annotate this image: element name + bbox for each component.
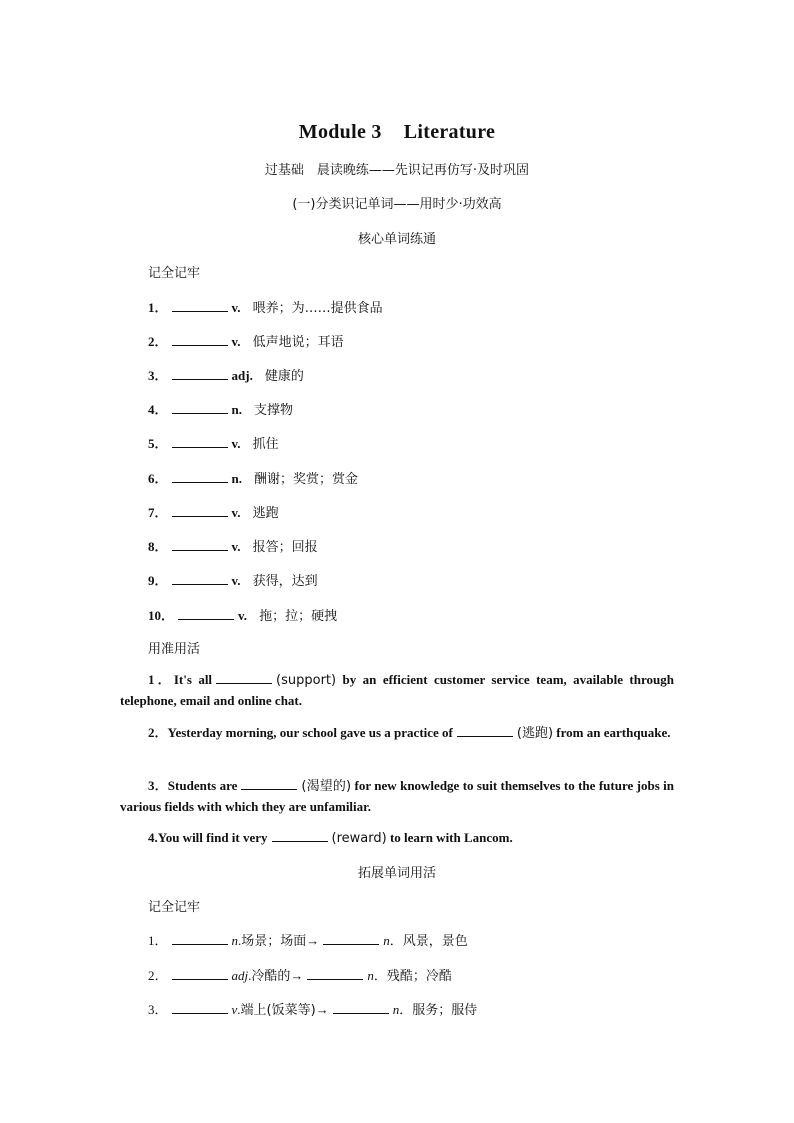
vocab-number: 7． (148, 505, 168, 520)
fill-sentence (120, 723, 674, 744)
vocab-number: 1． (148, 300, 168, 315)
vocab-meaning: 支撑物 (254, 403, 294, 418)
answer-blank[interactable] (333, 1001, 389, 1014)
answer-blank[interactable] (323, 932, 379, 945)
vocab-meaning: 健康的 (264, 369, 304, 384)
part-of-speech: n (392, 1002, 400, 1017)
sentence-hint: (support) (276, 673, 337, 688)
answer-blank[interactable] (241, 777, 297, 790)
vocab-number: 8． (148, 539, 168, 554)
vocab-number: 6． (148, 471, 168, 486)
vocab-number: 3． (148, 368, 168, 383)
answer-blank[interactable] (172, 367, 228, 380)
extend-meaning: 残酷；冷酷 (386, 969, 452, 984)
extend-item: 1． n.场景；场面→ n．风景，景色 (148, 933, 468, 949)
sentence-after: by an efficient customer service team, available through telephone, email and online chat. (120, 672, 674, 708)
vocab-meaning: 拖；拉；硬拽 (259, 609, 338, 624)
part-of-speech: v. (231, 334, 241, 349)
vocab-number: 10． (148, 608, 175, 623)
sentence-after: for new knowledge to suit themselves to the future jobs in various fields with which they are unfamiliar. (120, 778, 674, 814)
answer-blank[interactable] (172, 470, 228, 483)
part-of-speech: v. (231, 573, 241, 588)
part-of-speech: n (367, 968, 374, 983)
answer-blank[interactable] (216, 671, 272, 684)
vocab-number: 4． (148, 402, 168, 417)
vocab-item (148, 433, 279, 452)
sentence-number: 2． (148, 725, 168, 740)
sentence-number: 1． (148, 672, 174, 687)
vocab-meaning: 获得，达到 (252, 574, 318, 589)
sentence-number: 4. (148, 830, 158, 845)
answer-blank[interactable] (272, 829, 328, 842)
answer-blank[interactable] (457, 724, 513, 737)
extend-meaning: 服务；服侍 (412, 1003, 478, 1018)
extend-number: 3． (148, 1002, 168, 1017)
vocab-item (148, 605, 337, 624)
part-of-speech: v. (238, 608, 248, 623)
part-of-speech: v (231, 1002, 238, 1017)
part-of-speech: adj. (231, 368, 253, 383)
subtitle: 过基础 晨读晚练——先识记再仿写·及时巩固 (264, 163, 530, 178)
sentence-hint: (逃跑) (516, 726, 554, 741)
fill-sentence (120, 670, 674, 711)
answer-blank[interactable] (172, 1001, 228, 1014)
sentence-after: from an earthquake. (556, 725, 671, 740)
extend-meaning: 端上(饭菜等) (240, 1003, 316, 1018)
memorize-label-2: 记全记牢 (148, 900, 201, 915)
answer-blank[interactable] (172, 572, 228, 585)
vocab-item (148, 297, 383, 316)
vocab-item (148, 570, 318, 589)
arrow-icon: → (315, 1002, 329, 1017)
answer-blank[interactable] (307, 967, 363, 980)
vocab-meaning: 报答；回报 (252, 540, 318, 555)
answer-blank[interactable] (172, 401, 228, 414)
vocab-item (148, 468, 358, 487)
page-title (0, 121, 794, 144)
memorize-label: 记全记牢 (148, 266, 201, 281)
vocab-item (148, 536, 318, 555)
sentence-before: Yesterday morning, our school gave us a practice of (167, 725, 453, 740)
fill-sentence (120, 776, 674, 817)
vocab-item (148, 399, 293, 418)
answer-blank[interactable] (172, 435, 228, 448)
vocab-number: 9． (148, 573, 168, 588)
usage-label: 用准用活 (148, 642, 201, 657)
part-of-speech: n (383, 933, 390, 948)
module-number: Module 3 (298, 121, 382, 143)
part-of-speech: v. (231, 300, 241, 315)
vocab-meaning: 酬谢；奖赏；赏金 (254, 472, 359, 487)
sentence-before: You will find it very (157, 830, 268, 845)
extend-number: 2． (148, 968, 168, 983)
answer-blank[interactable] (178, 607, 234, 620)
answer-blank[interactable] (172, 932, 228, 945)
arrow-icon: → (306, 933, 320, 948)
vocab-meaning: 逃跑 (252, 506, 279, 521)
extend-words-heading: 拓展单词用活 (357, 866, 436, 881)
vocab-meaning: 低声地说；耳语 (252, 335, 344, 350)
vocab-item (148, 365, 304, 384)
sentence-number: 3． (148, 778, 168, 793)
part-of-speech: v. (231, 505, 241, 520)
extend-meaning: 冷酷的 (251, 969, 291, 984)
answer-blank[interactable] (172, 538, 228, 551)
vocab-meaning: 喂养；为……提供食品 (252, 301, 383, 316)
extend-number: 1． (148, 933, 168, 948)
extend-meaning: 场景；场面 (241, 934, 307, 949)
extend-item: 3． v.端上(饭菜等)→ n．服务；服侍 (148, 1002, 478, 1018)
part-of-speech: n. (231, 471, 242, 486)
sentence-hint: (reward) (331, 831, 387, 846)
sentence-before: It's all (173, 672, 213, 687)
answer-blank[interactable] (172, 299, 228, 312)
part-of-speech: adj (231, 968, 249, 983)
core-words-heading: 核心单词练通 (357, 232, 436, 247)
answer-blank[interactable] (172, 333, 228, 346)
extend-item: 2． adj.冷酷的→ n．残酷；冷酷 (148, 968, 452, 984)
part-of-speech: n (231, 933, 239, 948)
sentence-before: Students are (167, 778, 238, 793)
vocab-number: 2． (148, 334, 168, 349)
vocab-item (148, 331, 344, 350)
sentence-hint: (渴望的) (301, 779, 352, 794)
answer-blank[interactable] (172, 967, 228, 980)
section-one-heading: (一)分类识记单词——用时少·功效高 (292, 197, 502, 212)
vocab-meaning: 抓住 (252, 437, 279, 452)
vocab-number: 5． (148, 436, 168, 451)
part-of-speech: v. (231, 436, 241, 451)
fill-sentence (120, 828, 674, 849)
arrow-icon: → (290, 968, 304, 983)
extend-meaning: 风景，景色 (402, 934, 468, 949)
part-of-speech: v. (231, 539, 241, 554)
sentence-after: to learn with Lancom. (389, 830, 513, 845)
vocab-item (148, 502, 279, 521)
module-topic: Literature (403, 121, 496, 143)
part-of-speech: n. (231, 402, 242, 417)
answer-blank[interactable] (172, 504, 228, 517)
